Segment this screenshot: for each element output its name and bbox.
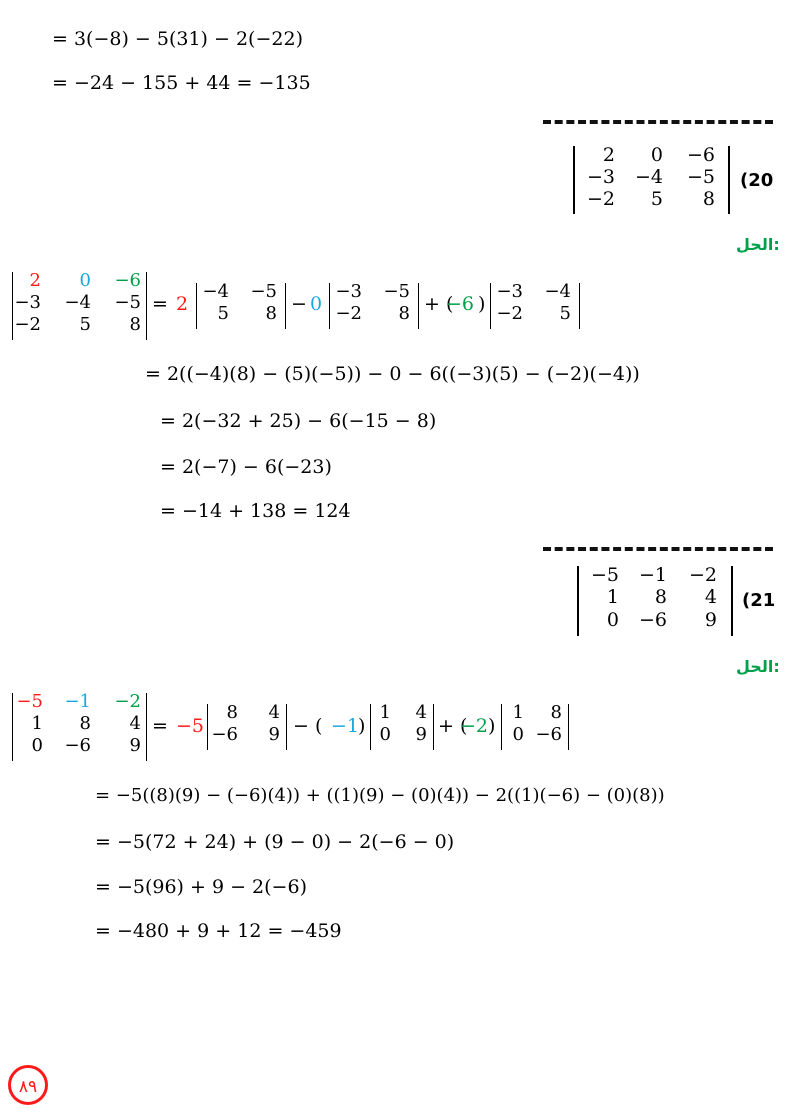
minor-determinant: −3 −4 −2 5 xyxy=(490,283,580,329)
page-number: ٨٩ xyxy=(8,1065,48,1105)
problem-matrix: 2 0 −6 −3 −4 −5 −2 5 8 xyxy=(573,146,730,214)
separator xyxy=(543,547,773,551)
minor-determinant: 1 8 0 −6 xyxy=(501,704,569,750)
step-line: = −24 − 155 + 44 = −135 xyxy=(52,72,311,94)
minor-determinant: 1 4 0 9 xyxy=(370,704,434,750)
step-line: = 2(−7) − 6(−23) xyxy=(160,456,332,478)
cofactor-coef: −5 xyxy=(176,715,205,737)
lhs-determinant: −5 −1 −2 1 8 4 0 −6 9 xyxy=(12,693,147,761)
solution-label: الحل: xyxy=(736,235,780,254)
minor-determinant: −3 −5 −2 8 xyxy=(329,283,419,329)
cofactor-coef: 0 xyxy=(310,293,323,315)
step-line: = −5(96) + 9 − 2(−6) xyxy=(95,876,307,898)
step-line: = −5((8)(9) − (−6)(4)) + ((1)(9) − (0)(4)) − 2((1)(−6) − (0)(8)) xyxy=(95,785,665,806)
cofactor-coef: 2 xyxy=(176,293,189,315)
problem-matrix: −5 −1 −2 1 8 4 0 −6 9 xyxy=(577,566,733,636)
minor-determinant: 8 4 −6 9 xyxy=(207,704,287,750)
lhs-determinant: 2 0 −6 −3 −4 −5 −2 5 8 xyxy=(12,272,147,340)
step-line: = −14 + 138 = 124 xyxy=(160,500,351,522)
step-line: = −480 + 9 + 12 = −459 xyxy=(95,920,342,942)
minor-determinant: −4 −5 5 8 xyxy=(196,283,286,329)
solution-label: الحل: xyxy=(736,657,780,676)
step-line: = 3(−8) − 5(31) − 2(−22) xyxy=(52,28,303,50)
problem-number: (21 xyxy=(742,590,776,611)
cofactor-coef: −2 xyxy=(460,715,489,737)
separator xyxy=(543,120,773,124)
step-line: = 2((−4)(8) − (5)(−5)) − 0 − 6((−3)(5) − (−2)(−4)) xyxy=(145,363,640,385)
cofactor-coef: −6 xyxy=(446,293,475,315)
step-line: = −5(72 + 24) + (9 − 0) − 2(−6 − 0) xyxy=(95,831,455,853)
problem-number: (20 xyxy=(740,170,774,191)
step-line: = 2(−32 + 25) − 6(−15 − 8) xyxy=(160,410,437,432)
cofactor-coef: −1 xyxy=(331,715,360,737)
